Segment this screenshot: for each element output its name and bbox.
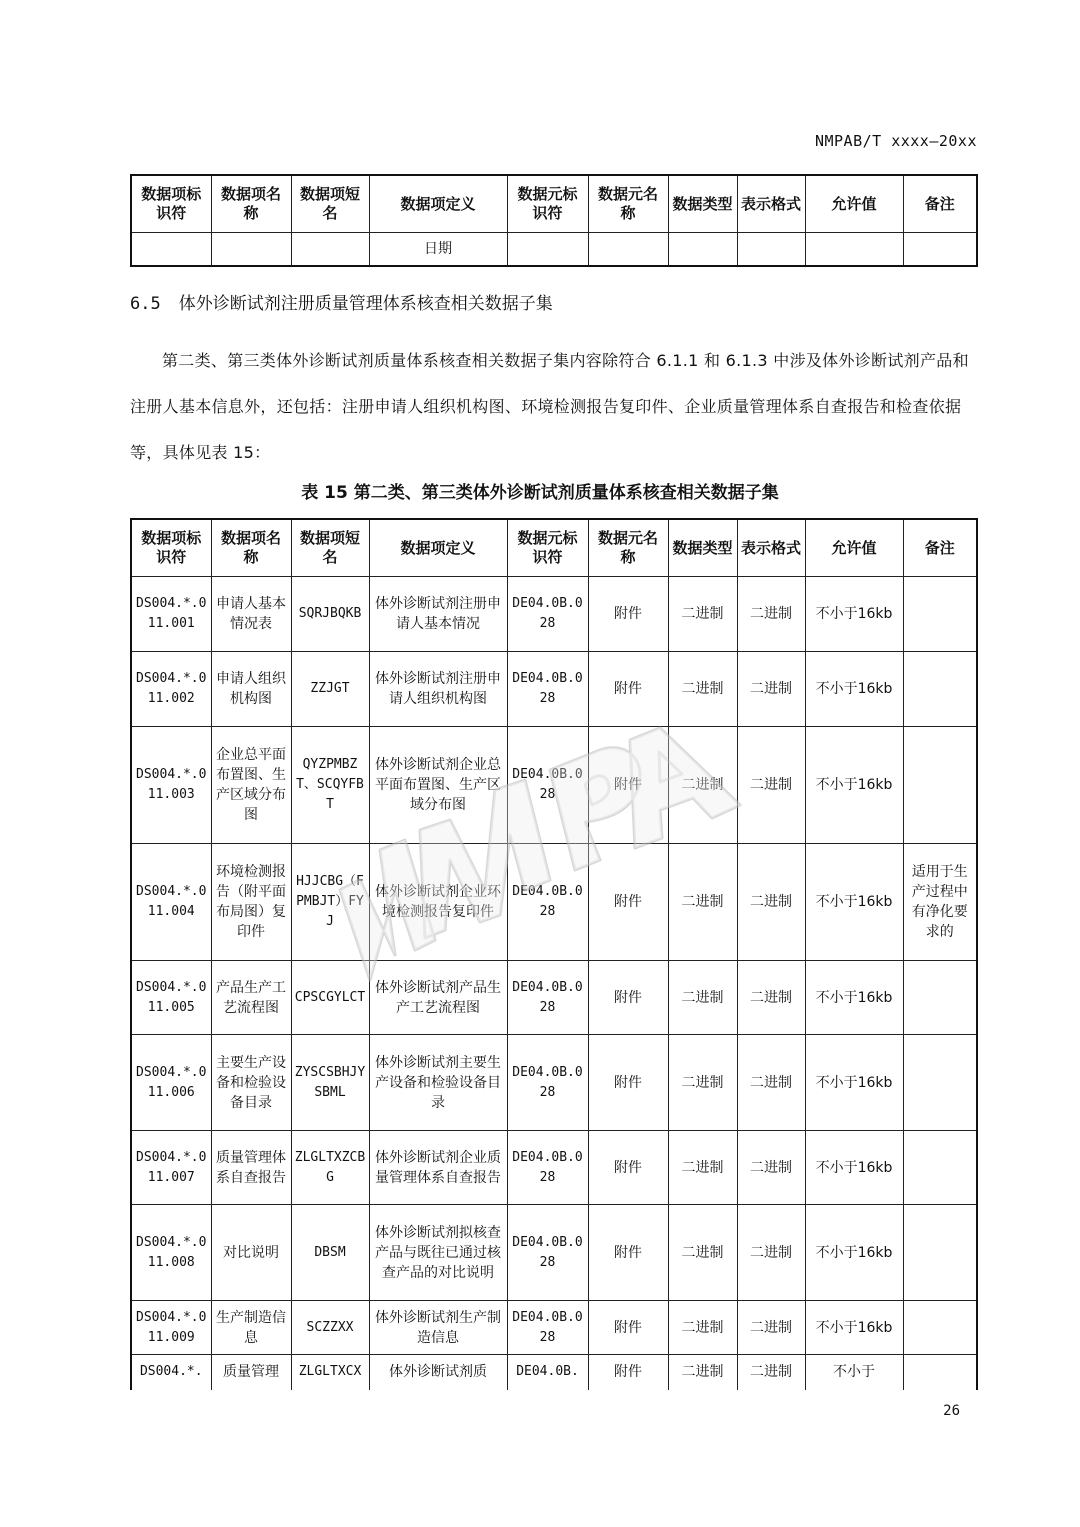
table-cell: 二进制 [668,1131,737,1205]
table-cell: 不小于16kb [805,844,903,961]
table-cell: 企业总平面布置图、生产区域分布图 [211,727,291,844]
table-cell: DE04.0B.028 [507,844,588,961]
table-cell: DE04.0B.028 [507,652,588,727]
column-header: 备注 [903,175,977,233]
table-cell: 二进制 [668,1355,737,1391]
column-header: 数据元标识符 [507,175,588,233]
column-header: 数据项定义 [369,175,507,233]
table-row [131,577,977,652]
table-cell [737,233,805,267]
table-cell: 环境检测报告（附平面布局图）复印件 [211,844,291,961]
table-cell: DS004.*.011.004 [131,844,211,961]
table-cell: DS004.*.011.002 [131,652,211,727]
column-header: 表示格式 [737,175,805,233]
table-cell: 不小于16kb [805,961,903,1035]
table-cell: 二进制 [668,652,737,727]
table-cell: 不小于16kb [805,577,903,652]
table-row [131,652,977,727]
column-header: 数据项标识符 [131,175,211,233]
table-cell: QYZPMBZT、SCQYFBT [291,727,369,844]
table-row [131,233,977,267]
table-cell: DS004.*.011.006 [131,1035,211,1131]
table-cell: DBSM [291,1205,369,1301]
section-heading [130,289,553,314]
table-cell: 附件 [588,727,668,844]
table-cell: 二进制 [737,1035,805,1131]
table-cell: DS004.*.011.007 [131,1131,211,1205]
table-cell: 体外诊断试剂主要生产设备和检验设备目录 [369,1035,507,1131]
column-header: 数据元名称 [588,519,668,577]
table-cell: 质量管理体系自查报告 [211,1131,291,1205]
table-cell: 二进制 [737,1131,805,1205]
table-cell: 二进制 [668,1035,737,1131]
watermark-text: NMPA [300,560,303,561]
table-cell: 二进制 [737,844,805,961]
table-cell: DE04.0B.028 [507,1035,588,1131]
table-row [131,1035,977,1131]
table-cell: 附件 [588,1131,668,1205]
table-cell: 二进制 [668,844,737,961]
table-cell [903,1205,977,1301]
table-cell: 体外诊断试剂质 [369,1355,507,1391]
table-cell: ZLGLTXZCBG [291,1131,369,1205]
table-cell: DE04.0B.028 [507,1205,588,1301]
table-cell [903,727,977,844]
table-cell: 二进制 [737,961,805,1035]
table-cell: 体外诊断试剂注册申请人组织机构图 [369,652,507,727]
table-cell: 适用于生产过程中有净化要求的 [903,844,977,961]
table-cell: 二进制 [737,577,805,652]
table-cell: 附件 [588,1205,668,1301]
table-cell: 体外诊断试剂企业质量管理体系自查报告 [369,1131,507,1205]
table-cell: 二进制 [737,652,805,727]
column-header: 数据项短名 [291,175,369,233]
column-header: 数据项名称 [211,519,291,577]
table-cell [903,233,977,267]
column-header: 数据项标识符 [131,519,211,577]
table-cell [131,233,211,267]
table-cell: 二进制 [668,1205,737,1301]
table-row [131,844,977,961]
table-cell: 不小于16kb [805,1205,903,1301]
table-cell: 体外诊断试剂生产制造信息 [369,1301,507,1355]
table-cell [211,233,291,267]
table-cell: 申请人基本情况表 [211,577,291,652]
column-header: 允许值 [805,519,903,577]
document-code: NMPAB/T xxxx—20xx [814,132,977,150]
table-cell: DS004.*.011.008 [131,1205,211,1301]
table-cell: DE04.0B.028 [507,961,588,1035]
table-cell: 二进制 [668,727,737,844]
table-cell: DE04.0B.028 [507,1301,588,1355]
table-cell [805,233,903,267]
table-cell [903,1131,977,1205]
table-cell: 体外诊断试剂企业环境检测报告复印件 [369,844,507,961]
table-cell [903,1301,977,1355]
continued-data-table [130,174,978,267]
table-cell: 体外诊断试剂注册申请人基本情况 [369,577,507,652]
table-cell: SQRJBQKB [291,577,369,652]
table-cell: 体外诊断试剂产品生产工艺流程图 [369,961,507,1035]
table-cell [903,1035,977,1131]
table-cell: 生产制造信息 [211,1301,291,1355]
table-cell: DS004.*.011.001 [131,577,211,652]
page-number: 26 [943,1403,960,1419]
table-cell [668,233,737,267]
table-cell: 二进制 [668,1301,737,1355]
table-cell: 主要生产设备和检验设备目录 [211,1035,291,1131]
table-row [131,961,977,1035]
table-cell [588,233,668,267]
table-cell: DS004.*.011.009 [131,1301,211,1355]
body-paragraph: 第二类、第三类体外诊断试剂质量体系核查相关数据子集内容除符合 6.1.1 和 6.1.3 中涉及体外诊断试剂产品和注册人基本信息外，还包括：注册申请人组织机构图、环境检测报告复印件、企业质量管理体系自查报告和检查依据等，具体见表 15： [130,351,969,462]
table-row [131,1131,977,1205]
table-cell: DE04.0B.028 [507,1131,588,1205]
table-cell: 体外诊断试剂企业总平面布置图、生产区域分布图 [369,727,507,844]
table-cell: 二进制 [668,961,737,1035]
table-cell [903,652,977,727]
table-row [131,1355,977,1391]
column-header: 数据元名称 [588,175,668,233]
table-cell: 对比说明 [211,1205,291,1301]
table-cell: 不小于16kb [805,727,903,844]
table-cell: 二进制 [668,577,737,652]
column-header: 表示格式 [737,519,805,577]
table-cell: DS004.*. [131,1355,211,1391]
table-cell: DE04.0B.028 [507,577,588,652]
table-cell: 体外诊断试剂拟核查产品与既往已通过核查产品的对比说明 [369,1205,507,1301]
table-cell: 附件 [588,577,668,652]
table-row [131,727,977,844]
table-cell: 不小于16kb [805,652,903,727]
table-cell: 二进制 [737,1355,805,1391]
table-cell: 二进制 [737,1301,805,1355]
table-caption: 表 15 第二类、第三类体外诊断试剂质量体系核查相关数据子集 [301,483,779,503]
table-cell [507,233,588,267]
table-cell: 不小于16kb [805,1301,903,1355]
table-cell: 不小于 [805,1355,903,1391]
main-table-wrapper [130,518,980,1390]
column-header: 数据类型 [668,519,737,577]
table-cell: 不小于16kb [805,1131,903,1205]
table-cell [903,577,977,652]
column-header: 数据元标识符 [507,519,588,577]
column-header: 允许值 [805,175,903,233]
table-header-row [131,519,977,577]
table-cell [291,233,369,267]
table-row [131,1301,977,1355]
table-cell: 附件 [588,1355,668,1391]
table-cell: 产品生产工艺流程图 [211,961,291,1035]
table-cell: 附件 [588,1301,668,1355]
table-cell: 质量管理 [211,1355,291,1391]
table-cell: ZLGLTXCX [291,1355,369,1391]
table-cell: ZYSCSBHJYSBML [291,1035,369,1131]
table-cell: 二进制 [737,727,805,844]
table-cell: 附件 [588,844,668,961]
column-header: 数据项短名 [291,519,369,577]
section-number: 6.5 [130,294,161,314]
table-cell: 日期 [369,233,507,267]
table-cell: 申请人组织机构图 [211,652,291,727]
table-cell [903,1355,977,1391]
column-header: 数据项定义 [369,519,507,577]
table-cell [903,961,977,1035]
data-subset-table [130,518,978,1390]
table-cell: HJJCBG（FPMBJT）FYJ [291,844,369,961]
table-cell: DS004.*.011.003 [131,727,211,844]
table-cell: ZZJGT [291,652,369,727]
column-header: 数据项名称 [211,175,291,233]
table-cell: 不小于16kb [805,1035,903,1131]
table-cell: 附件 [588,652,668,727]
table-cell: DE04.0B. [507,1355,588,1391]
table-row [131,1205,977,1301]
column-header: 数据类型 [668,175,737,233]
table-header-row [131,175,977,233]
column-header: 备注 [903,519,977,577]
section-title: 体外诊断试剂注册质量管理体系核查相关数据子集 [178,294,553,314]
table-cell: 附件 [588,961,668,1035]
table-cell: 附件 [588,1035,668,1131]
table-cell: SCZZXX [291,1301,369,1355]
table-cell: CPSCGYLCT [291,961,369,1035]
table-cell: DS004.*.011.005 [131,961,211,1035]
table-cell: 二进制 [737,1205,805,1301]
table-cell: DE04.0B.028 [507,727,588,844]
